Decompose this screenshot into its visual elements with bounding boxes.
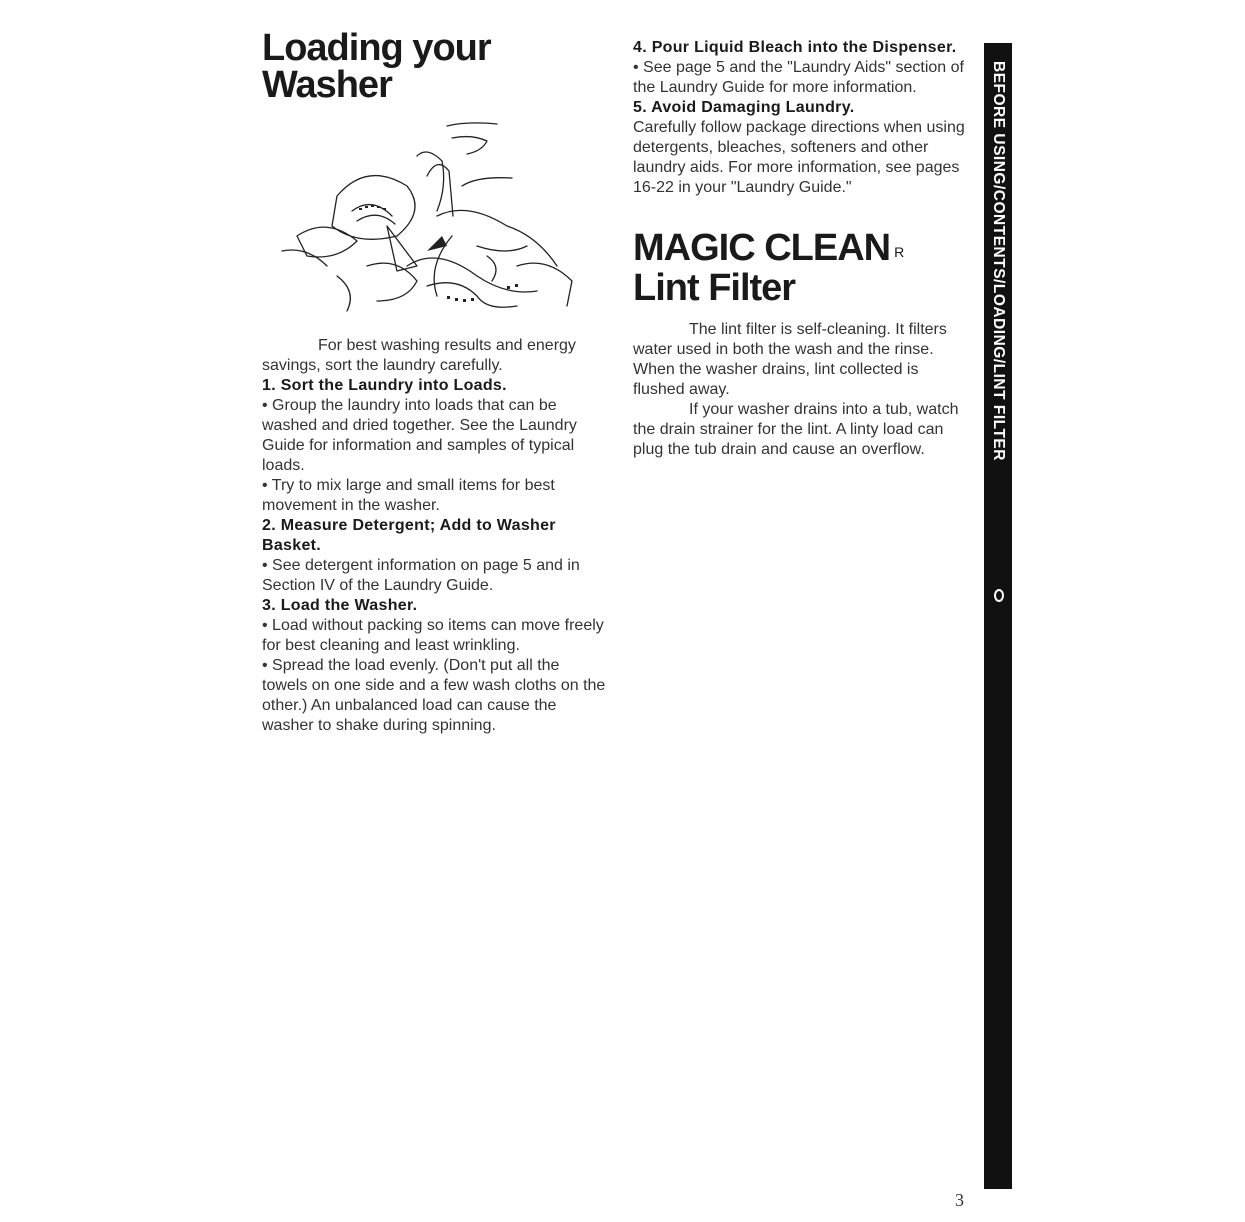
step-3-bullet-1: • Load without packing so items can move freely for best cleaning and least wrinkling. [262,617,604,654]
step-5-heading: 5. Avoid Damaging Laundry. [633,99,855,116]
lint-title-line-1: MAGIC CLEAN [633,227,891,269]
title-line-2: Washer [262,64,392,106]
sidebar-circle-icon [994,589,1004,602]
right-column [633,38,968,460]
step-2 [262,516,607,596]
step-2-bullet-1: • See detergent information on page 5 and in Section IV of the Laundry Guide. [262,557,580,594]
step-5-body: Carefully follow package directions when using detergents, bleaches, softeners and other laundry aids. For more information, see pages 16-22 in your "Laundry Guide." [633,119,965,196]
section-sidebar-tab [984,43,1012,1189]
intro-paragraph: For best washing results and energy savings, sort the laundry carefully. [262,337,576,374]
title-line-1: Loading your [262,27,491,69]
step-3 [262,596,607,736]
step-4-bullet-1: • See page 5 and the "Laundry Aids" section of the Laundry Guide for more information. [633,59,964,96]
sidebar-label: BEFORE USING/CONTENTS/LOADING/LINT FILTER [990,61,1007,461]
lint-title-line-2: Lint Filter [633,267,796,309]
registered-mark: R [894,244,904,260]
step-4-heading: 4. Pour Liquid Bleach into the Dispenser. [633,39,957,56]
step-4 [633,38,968,98]
lint-paragraph-2: If your washer drains into a tub, watch the drain strainer for the lint. A linty load can plug the tub drain and cause an overflow. [633,401,959,458]
step-1 [262,376,607,516]
step-1-heading: 1. Sort the Laundry into Loads. [262,377,507,394]
step-2-heading: 2. Measure Detergent; Add to Washer Basket. [262,517,556,554]
laundry-pile-illustration [277,116,577,321]
lint-paragraph-1: The lint filter is self-cleaning. It filters water used in both the wash and the rinse. When the washer drains, lint collected is flushed away. [633,321,947,398]
page-title [262,27,607,106]
step-3-heading: 3. Load the Washer. [262,597,418,614]
step-3-bullet-2: • Spread the load evenly. (Don't put all the towels on one side and a few wash cloths on the other.) An unbalanced load can cause the washer to shake during spinning. [262,657,606,734]
left-column [262,27,607,736]
lint-filter-title [633,228,968,308]
step-1-bullet-1: • Group the laundry into loads that can be washed and dried together. See the Laundry Guide for information and samples of typical loads. [262,397,577,474]
step-1-bullet-2: • Try to mix large and small items for best movement in the washer. [262,477,555,514]
step-5 [633,98,968,198]
page-number: 3 [955,1190,964,1210]
